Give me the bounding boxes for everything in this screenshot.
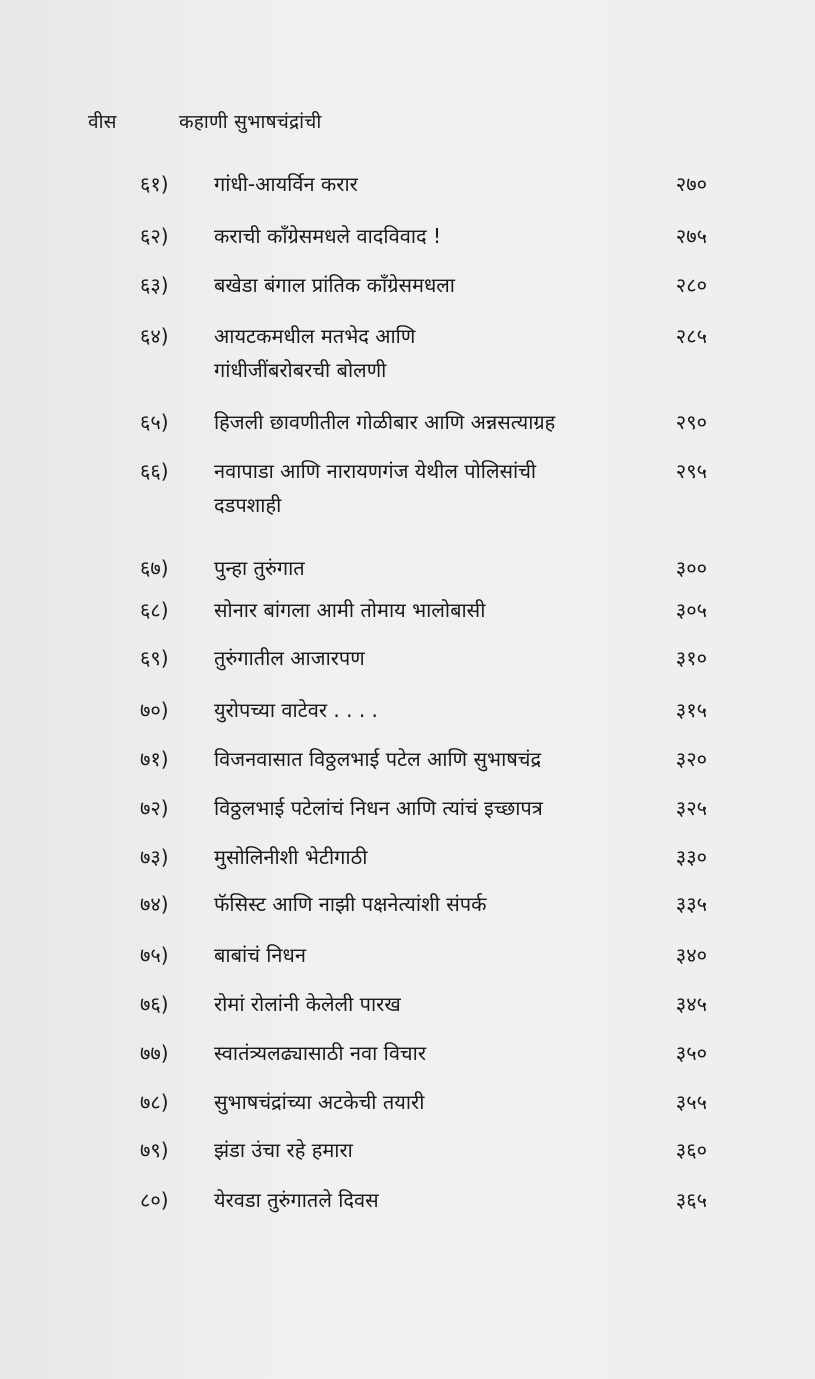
chapter-number: ७०)	[140, 698, 169, 722]
page-number: ३६५	[675, 1188, 707, 1212]
chapter-title	[214, 405, 634, 439]
chapter-title-line: गांधीजींबरोबरची बोलणी	[214, 358, 387, 382]
chapter-title	[214, 551, 634, 585]
chapter-title	[214, 454, 634, 522]
chapter-title	[214, 742, 634, 776]
page-number: ३५०	[675, 1041, 707, 1065]
chapter-title-line: दडपशाही	[214, 493, 282, 517]
chapter-title	[214, 938, 634, 972]
chapter-title	[214, 219, 634, 253]
page-number: ३२५	[675, 796, 707, 820]
book-title: कहाणी सुभाषचंद्रांची	[178, 111, 322, 133]
page-number: ३४०	[675, 943, 707, 967]
chapter-title-line: फॅसिस्ट आणि नाझी पक्षनेत्यांशी संपर्क	[214, 892, 487, 916]
page-number: ३१५	[675, 698, 707, 722]
chapter-title-line: कराची काँग्रेसमधले वादविवाद !	[214, 224, 441, 248]
chapter-number: ६१)	[140, 172, 169, 196]
chapter-title	[214, 1036, 634, 1070]
page-number: २८०	[675, 273, 707, 297]
chapter-title-line: मुसोलिनीशी भेटीगाठी	[214, 845, 368, 869]
chapter-title	[214, 1133, 634, 1167]
chapter-title-line: नवापाडा आणि नारायणगंज येथील पोलिसांची	[214, 459, 537, 483]
page-number: ३२०	[675, 747, 707, 771]
chapter-number: ६७)	[140, 556, 169, 580]
chapter-number: ७८)	[140, 1090, 169, 1114]
page-number: ३५५	[675, 1090, 707, 1114]
chapter-title	[214, 887, 634, 921]
chapter-title-line: सोनार बांगला आमी तोमाय भालोबासी	[214, 598, 486, 622]
page-folio: वीस	[88, 111, 117, 133]
chapter-number: ७५)	[140, 943, 169, 967]
chapter-title	[214, 319, 634, 387]
page-number: ३६०	[675, 1138, 707, 1162]
chapter-title-line: येरवडा तुरुंगातले दिवस	[214, 1188, 379, 1212]
chapter-number: ६४)	[140, 324, 169, 348]
chapter-title-line: बखेडा बंगाल प्रांतिक काँग्रेसमधला	[214, 273, 455, 297]
chapter-title-line: आयटकमधील मतभेद आणि	[214, 324, 416, 348]
chapter-title	[214, 791, 634, 825]
chapter-title-line: सुभाषचंद्रांच्या अटकेची तयारी	[214, 1090, 425, 1114]
page-number: ३३०	[675, 845, 707, 869]
chapter-number: ७६)	[140, 992, 169, 1016]
chapter-title-line: रोमां रोलांनी केलेली पारख	[214, 992, 401, 1016]
chapter-title	[214, 641, 634, 675]
chapter-number: ७९)	[140, 1138, 169, 1162]
chapter-number: ७७)	[140, 1041, 169, 1065]
chapter-title-line: युरोपच्या वाटेवर . . . .	[214, 698, 378, 722]
page-number: ३४५	[675, 992, 707, 1016]
chapter-title	[214, 1085, 634, 1119]
chapter-number: ६२)	[140, 224, 169, 248]
page-number: २९०	[675, 410, 707, 434]
chapter-title	[214, 1183, 634, 1217]
chapter-title	[214, 693, 634, 727]
chapter-number: ६६)	[140, 459, 169, 483]
chapter-title-line: गांधी-आयर्विन करार	[214, 172, 358, 196]
page-number: २७०	[675, 172, 707, 196]
chapter-title-line: विजनवासात विठ्ठलभाई पटेल आणि सुभाषचंद्र	[214, 747, 542, 771]
chapter-title-line: तुरुंगातील आजारपण	[214, 646, 365, 670]
chapter-title-line: स्वातंत्र्यलढ्यासाठी नवा विचार	[214, 1041, 426, 1065]
chapter-title-line: हिजली छावणीतील गोळीबार आणि अन्नसत्याग्रह	[214, 410, 556, 434]
chapter-title	[214, 593, 634, 627]
page-number: ३०५	[675, 598, 707, 622]
chapter-number: ७३)	[140, 845, 169, 869]
chapter-title	[214, 840, 634, 874]
chapter-title-line: झंडा उंचा रहे हमारा	[214, 1138, 353, 1162]
chapter-title	[214, 167, 634, 201]
chapter-number: ८०)	[140, 1188, 169, 1212]
chapter-title	[214, 987, 634, 1021]
page-number: ३१०	[675, 646, 707, 670]
chapter-number: ६९)	[140, 646, 169, 670]
chapter-title-line: विठ्ठलभाई पटेलांचं निधन आणि त्यांचं इच्छापत्र	[214, 796, 543, 820]
chapter-number: ६३)	[140, 273, 169, 297]
page-number: २८५	[675, 324, 707, 348]
chapter-number: ६८)	[140, 598, 169, 622]
chapter-number: ६५)	[140, 410, 169, 434]
chapter-title-line: पुन्हा तुरुंगात	[214, 556, 305, 580]
chapter-title	[214, 268, 634, 302]
page-number: २७५	[675, 224, 707, 248]
page-number: ३००	[675, 556, 707, 580]
chapter-number: ७१)	[140, 747, 169, 771]
chapter-title-line: बाबांचं निधन	[214, 943, 306, 967]
page-number: ३३५	[675, 892, 707, 916]
chapter-number: ७४)	[140, 892, 169, 916]
chapter-number: ७२)	[140, 796, 169, 820]
page-number: २९५	[675, 459, 707, 483]
